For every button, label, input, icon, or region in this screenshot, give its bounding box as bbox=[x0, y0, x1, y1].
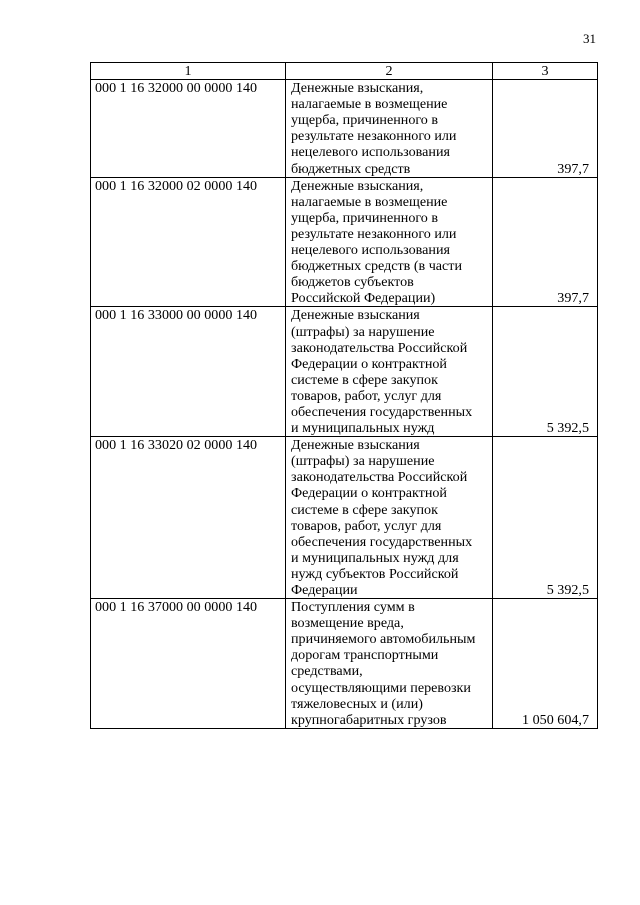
name-line: товаров, работ, услуг для bbox=[291, 517, 442, 534]
name-line: законодательства Российской bbox=[291, 339, 468, 356]
name-line: Денежные взыскания, bbox=[291, 80, 424, 97]
name-line: ущерба, причиненного в bbox=[291, 209, 439, 226]
name-cell bbox=[286, 599, 493, 729]
amount-cell: 5 392,5 bbox=[493, 437, 598, 599]
name-cell bbox=[286, 177, 493, 307]
name-line: Российской Федерации) bbox=[291, 290, 436, 307]
table-row bbox=[91, 599, 598, 729]
name-line: товаров, работ, услуг для bbox=[291, 387, 442, 404]
name-line: и муниципальных нужд bbox=[291, 420, 435, 437]
name-line: (штрафы) за нарушение bbox=[291, 453, 435, 470]
name-line: результате незаконного или bbox=[291, 128, 457, 145]
name-line: Денежные взыскания bbox=[291, 307, 420, 324]
column-header-amount: 3 bbox=[493, 63, 598, 80]
name-line: (штрафы) за нарушение bbox=[291, 323, 435, 340]
amount-cell: 397,7 bbox=[493, 80, 598, 178]
name-line: бюджетных средств (в части bbox=[291, 258, 463, 275]
name-line: системе в сфере закупок bbox=[291, 371, 438, 388]
name-line: Федерации bbox=[291, 582, 358, 598]
name-line: Федерации о контрактной bbox=[291, 485, 447, 502]
name-line: тяжеловесных и (или) bbox=[291, 695, 423, 712]
name-line: результате незаконного или bbox=[291, 225, 457, 242]
name-line: обеспечения государственных bbox=[291, 533, 473, 550]
name-line: нецелевого использования bbox=[291, 242, 450, 259]
page-number: 31 bbox=[583, 31, 596, 46]
name-line: Федерации о контрактной bbox=[291, 355, 447, 372]
budget-revenue-table bbox=[90, 62, 598, 729]
table-header-row bbox=[91, 63, 598, 80]
code-cell: 000 1 16 33000 00 0000 140 bbox=[91, 307, 286, 437]
name-line: бюджетов субъектов bbox=[291, 274, 414, 291]
name-line: Денежные взыскания, bbox=[291, 177, 424, 194]
amount-cell: 5 392,5 bbox=[493, 307, 598, 437]
name-line: Денежные взыскания bbox=[291, 437, 420, 454]
name-line: и муниципальных нужд для bbox=[291, 549, 459, 566]
name-cell bbox=[286, 80, 493, 178]
name-cell bbox=[286, 307, 493, 437]
code-cell: 000 1 16 37000 00 0000 140 bbox=[91, 599, 286, 729]
column-header-code: 1 bbox=[91, 63, 286, 80]
table-row bbox=[91, 177, 598, 307]
name-cell bbox=[286, 437, 493, 599]
table-row bbox=[91, 307, 598, 437]
table-row bbox=[91, 80, 598, 178]
name-line: обеспечения государственных bbox=[291, 403, 473, 420]
name-line: крупногабаритных грузов bbox=[291, 711, 447, 728]
table-row bbox=[91, 437, 598, 599]
code-cell: 000 1 16 32000 02 0000 140 bbox=[91, 177, 286, 307]
code-cell: 000 1 16 32000 00 0000 140 bbox=[91, 80, 286, 178]
column-header-name: 2 bbox=[286, 63, 493, 80]
name-line: ущерба, причиненного в bbox=[291, 112, 439, 129]
code-cell: 000 1 16 33020 02 0000 140 bbox=[91, 437, 286, 599]
name-line: осуществляющими перевозки bbox=[291, 679, 471, 696]
name-line: бюджетных средств bbox=[291, 160, 411, 177]
name-line: нужд субъектов Российской bbox=[291, 565, 459, 582]
name-line: налагаемые в возмещение bbox=[291, 96, 448, 113]
name-line: дорогам транспортными bbox=[291, 647, 439, 664]
amount-cell: 1 050 604,7 bbox=[493, 599, 598, 729]
name-line: законодательства Российской bbox=[291, 469, 468, 486]
name-line: нецелевого использования bbox=[291, 144, 450, 161]
amount-cell: 397,7 bbox=[493, 177, 598, 307]
name-line: системе в сфере закупок bbox=[291, 501, 438, 518]
name-line: причиняемого автомобильным bbox=[291, 631, 476, 648]
name-line: возмещение вреда, bbox=[291, 615, 404, 632]
name-line: Поступления сумм в bbox=[291, 599, 415, 616]
name-line: средствами, bbox=[291, 663, 363, 680]
name-line: налагаемые в возмещение bbox=[291, 193, 448, 210]
